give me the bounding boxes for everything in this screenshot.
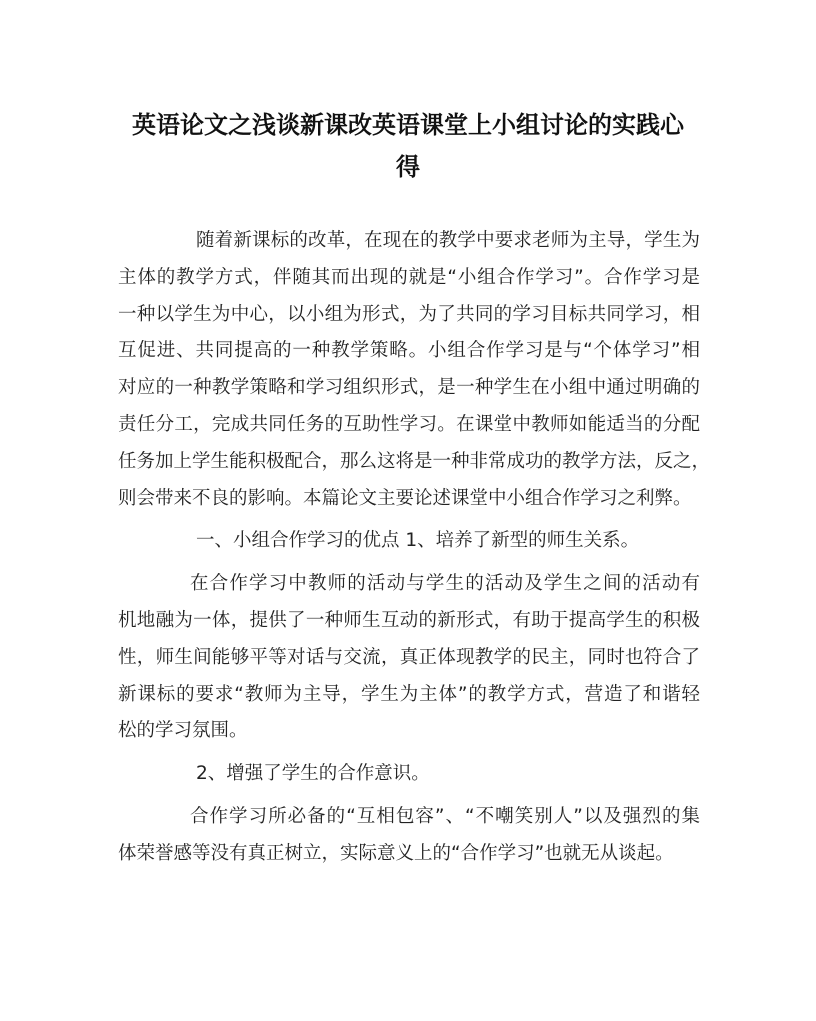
text-line: 松的学习氛围。 [118,720,248,742]
title-line: 英语论文之浅谈新课改英语课堂上小组讨论的实践心 [132,110,684,139]
text-line: 则会带来不良的影响。本篇论文主要论述课堂中小组合作学习之利弊。 [118,487,692,509]
section-heading: 2、增强了学生的合作意识。 [196,763,430,785]
section-heading: 一、小组合作学习的优点 1、培养了新型的师生关系。 [196,530,640,552]
text-line: 体荣誉感等没有真正树立，实际意义上的“合作学习”也就无从谈起。 [118,842,674,864]
document-title [110,104,706,188]
paragraph-advantage-1 [118,566,700,750]
text-line: 一种以学生为中心，以小组为形式，为了共同的学习目标共同学习，相 [118,303,700,325]
text-line: 新课标的要求“教师为主导，学生为主体”的教学方式，营造了和谐轻 [118,683,700,705]
text-line: 在合作学习中教师的活动与学生的活动及学生之间的活动有 [190,573,700,595]
text-line: 主体的教学方式，伴随其而出现的就是“小组合作学习”。合作学习是 [118,266,700,288]
paragraph-intro [118,223,711,517]
text-line: 性，师生间能够平等对话与交流，真正体现教学的民主，同时也符合了 [118,646,700,668]
text-line: 责任分工，完成共同任务的互助性学习。在课堂中教师如能适当的分配 [118,413,700,435]
paragraph-advantage-2 [118,799,700,873]
text-line: 互促进、共同提高的一种教学策略。小组合作学习是与“个体学习”相 [118,340,700,362]
text-line: 随着新课标的改革，在现在的教学中要求老师为主导，学生为 [196,230,700,251]
text-line: 合作学习所必备的“互相包容”、“不嘲笑别人”以及强烈的集 [190,805,700,827]
text-line: 机地融为一体，提供了一种师生互动的新形式，有助于提高学生的积极 [118,609,700,631]
title-line: 得 [396,152,420,181]
text-line: 对应的一种教学策略和学习组织形式，是一种学生在小组中通过明确的 [118,377,700,399]
document-body [118,223,711,873]
text-line: 任务加上学生能积极配合，那么这将是一种非常成功的教学方法，反之， [118,450,711,472]
